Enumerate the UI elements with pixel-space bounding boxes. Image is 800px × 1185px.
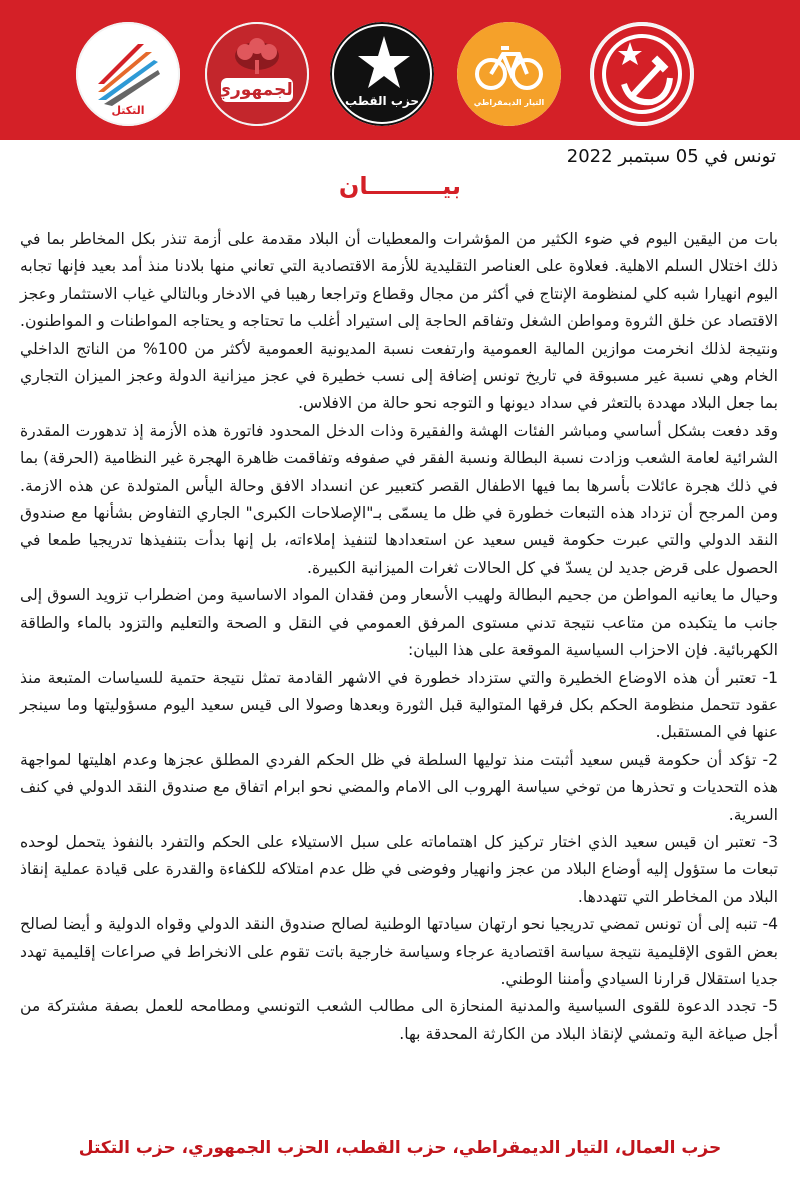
tree-icon (205, 22, 309, 126)
document-date: تونس في 05 سبتمبر 2022 (566, 146, 776, 167)
paragraph-impact: وقد دفعت بشكل أساسي ومباشر الفئات الهشة والفقيرة وذات الدخل المحدود فاتورة هذه الأزمة إذ تدهورت المقدرة الشرائية لعامة الشعب وزادت نسبة البطالة ونسبة الفقر في صفوفه وتفاقمت ظاهرة الهجرة غير النظامية (الحرقة) بما في ذلك هجرة عائلات بأسرها بما فيها الاطفال القصر كتعبير عن انسداد الافق وحالة اليأس المتولدة عن هذه الازمة. ومن المرجح أن تزداد هذه التبعات خطورة في ظل ما يسمّى بـ"الإصلاحات الكبرى" الجاري التفاوض بشأنها مع صندوق النقد الدولي والتي عبرت حكومة قيس سعيد عن استعدادها لتنفيذ إملاءاته، بل إنها بدأت بتنفيذها تدريجيا طمعا في الحصول على قرض جديد لن يسدّ في كل الحالات ثغرات الميزانية الكبيرة. (20, 421, 778, 577)
communist-party-logo (590, 22, 694, 126)
point-2: 2- تؤكد أن حكومة قيس سعيد أثبتت منذ توليها السلطة في ظل الحكم الفردي المطلق عجزها وعدم اهليتها لمواجهة هذه التحديات و تحذرها من توخي سياسة الهروب الى الامام والمضي نحو ابرام اتفاق مع صندوق النقد الدولي في كنف السرية. (20, 750, 778, 824)
document-title: بيـــــــــان (338, 172, 462, 200)
star-icon (330, 22, 434, 126)
paragraph-intro: بات من اليقين اليوم في ضوء الكثير من المؤشرات والمعطيات أن البلاد مقدمة على أزمة تنذر بكل المخاطر بما في ذلك اختلال السلم الاهلية. فعلاوة على العناصر التقليدية للأزمة الاقتصادية التي تعاني منها بلادنا منذ أمد بعيد فإنها تجابه اليوم انهيارا شبه كلي لمنظومة الإنتاج في أكثر من مجال وقطاع وتراجعا رهيبا في الادخار وبالتالي غياب الاستثمار وعجز الاقتصاد عن خلق الثروة ومواطن الشغل وتفاقم الحاجة إلى استيراد أغلب ما تحتاجه و يحتاجه المواطنات و المواطنون. ونتيجة لذلك انخرمت موازين المالية العمومية وارتفعت نسبة المديونية العمومية لأكثر من 100% من الناتج الداخلي الخام وهي نسبة غير مسبوقة في تاريخ تونس إضافة إلى نسب خطيرة في عجز ميزانية الدولة وعجز الميزان التجاري بما جعل البلاد مهددة بالتعثر في سداد ديونها و التوجه نحو حالة من الافلاس. (20, 230, 778, 413)
joumhouri-party-logo (205, 22, 309, 126)
paragraph-preamble: وحيال ما يعانيه المواطن من جحيم البطالة ولهيب الأسعار ومن فقدان المواد الاساسية ومن اضطراب تزويد السوق إلى جانب ما يتكبده من متاعب نتيجة تدني مستوى المرفق العمومي في النقل و الصحة والتعليم والتزود بالماء والطاقة الكهربائية. فإن الاحزاب السياسية الموقعة على هذا البيان: (20, 586, 778, 660)
signatories: حزب العمال، التيار الديمقراطي، حزب القطب، الحزب الجمهوري، حزب التكتل (78, 1138, 722, 1158)
qotb-party-logo (330, 22, 434, 126)
takattol-party-logo-text: التكتل (111, 104, 145, 117)
point-4: 4- تنبه إلى أن تونس تمضي تدريجيا نحو ارتهان سيادتها الوطنية لصالح صندوق النقد الدولي وقواه الدولية و أيضا لصالح بعض القوى الإقليمية نتيجة سياسة اقتصادية عرجاء وسياسة خارجية باتت تقوم على الانخراط في صراعات إقليمية تهدد جديا استقلال قرارنا السيادي وأمننا الوطني. (20, 915, 778, 988)
header-banner (0, 0, 800, 140)
takattol-party-logo (76, 22, 180, 126)
point-5: 5- تجدد الدعوة للقوى السياسية والمدنية المنحازة الى مطالب الشعب التونسي ومطامحه للعمل بصفة مشتركة من أجل صياغة الية وتمشي لإنقاذ البلاد من الكارثة المحدقة بها. (20, 997, 778, 1043)
joumhouri-party-logo-text: الجمهوري (215, 80, 299, 100)
statement-body (20, 226, 778, 1048)
democratic-current-logo-text: التيار الديمقراطي (473, 98, 545, 107)
hammer-sickle-icon (590, 22, 694, 126)
democratic-current-logo (457, 22, 561, 126)
qotb-party-logo-text: حزب القطب (345, 94, 419, 108)
bicycle-icon (457, 22, 561, 126)
point-3: 3- تعتبر ان قيس سعيد الذي اختار تركيز كل اهتماماته على سبل الاستيلاء على الحكم والتفرد بالنفوذ يتحمل لوحده تبعات ما ستؤول إليه أوضاع البلاد من عجز وانهيار وفوضى في ظل عدم امتلاكه للكفاءة والقدرة على قيادة عملية إنقاذ البلاد من المخاطر التي تتهددها. (20, 832, 778, 906)
point-1: 1- تعتبر أن هذه الاوضاع الخطيرة والتي ستزداد خطورة في الاشهر القادمة تمثل نتيجة حتمية للسياسات المتبعة منذ عقود تتحمل منظومة الحكم بكل فرقها المتوالية قبل الثورة وبعدها وصولا الى قيس سعيد اليوم مسؤوليتها وما سينجر عنها في المستقبل. (20, 668, 778, 742)
